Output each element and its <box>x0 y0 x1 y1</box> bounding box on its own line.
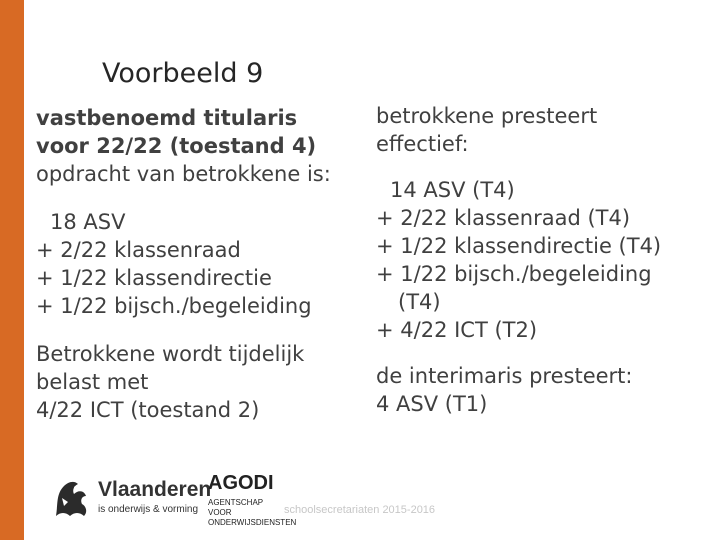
vlaanderen-lion-icon <box>52 476 92 520</box>
left-item-begeleiding: + 1/22 bijsch./begeleiding <box>36 294 312 318</box>
right-item-klassenraad: + 2/22 klassenraad (T4) <box>376 206 631 230</box>
left-note-line-1: Betrokkene wordt tijdelijk <box>36 342 305 366</box>
left-intro: opdracht van betrokkene is: <box>36 162 331 186</box>
accent-bar <box>0 0 24 540</box>
right-item-begeleiding-status: (T4) <box>398 290 441 314</box>
right-intro-line-1: betrokkene presteert <box>376 104 598 128</box>
agodi-logo-name: AGODI <box>208 472 274 494</box>
right-intro-line-2: effectief: <box>376 132 469 156</box>
right-item-ict: + 4/22 ICT (T2) <box>376 318 538 342</box>
left-note-line-3: 4/22 ICT (toestand 2) <box>36 398 260 422</box>
right-item-asv: 14 ASV (T4) <box>390 178 515 202</box>
left-item-klassendirectie: + 1/22 klassendirectie <box>36 266 272 290</box>
right-interim-line-2: 4 ASV (T1) <box>376 392 488 416</box>
right-item-begeleiding: + 1/22 bijsch./begeleiding <box>376 262 652 286</box>
left-note-line-2: belast met <box>36 370 149 394</box>
left-item-asv: 18 ASV <box>50 210 126 234</box>
right-column <box>376 102 661 418</box>
left-column <box>36 104 331 424</box>
right-interim-line-1: de interimaris presteert: <box>376 364 633 388</box>
left-item-klassenraad: + 2/22 klassenraad <box>36 238 241 262</box>
left-heading-line-2: voor 22/22 (toestand 4) <box>36 134 317 158</box>
left-heading-line-1: vastbenoemd titularis <box>36 106 298 130</box>
agodi-logo-tagline: AGENTSCHAP VOOR ONDERWIJSDIENSTEN <box>208 498 297 527</box>
vlaanderen-logo-name: Vlaanderen <box>98 478 212 501</box>
right-item-klassendirectie: + 1/22 klassendirectie (T4) <box>376 234 662 258</box>
footer-caption: schoolsecretariaten 2015-2016 <box>284 504 436 516</box>
slide-title: Voorbeeld 9 <box>102 58 264 89</box>
footer <box>0 470 720 540</box>
vlaanderen-logo-tagline: is onderwijs & vorming <box>98 504 199 515</box>
